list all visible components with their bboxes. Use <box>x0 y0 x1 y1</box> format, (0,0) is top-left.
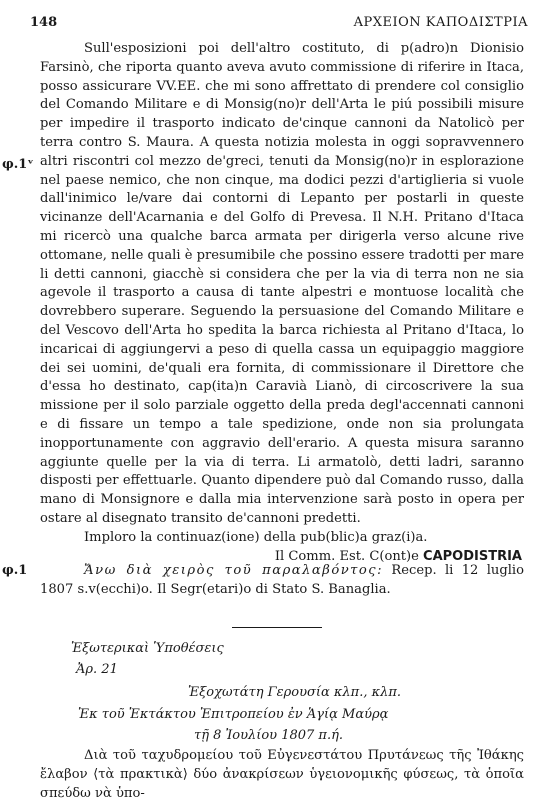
margin-note-folio-1: φ.1 <box>2 563 28 578</box>
signature-prefix: Il Comm. Est. C(ont)e <box>274 548 424 564</box>
document-origin: Ἐκ τοῦ Ἐκτάκτου Ἐπιτροπείου ἐν Ἁγίᾳ Μαύρᾳ <box>78 707 389 722</box>
page-header <box>30 15 528 31</box>
page-number: 148 <box>30 15 58 30</box>
running-head: ΑΡΧΕΙΟΝ ΚΑΠΟΔΙΣΤΡΙΑ <box>353 15 528 30</box>
receipt-greek-phrase: Ἄνω διὰ χειρὸς τοῦ παραλαβόντος: <box>84 563 384 578</box>
document-date: τῇ 8 Ἰουλίου 1807 π.ή. <box>194 728 344 743</box>
signature-name: CAPODISTRIA <box>423 548 522 564</box>
letter-body <box>40 40 524 566</box>
letter-paragraph: Sull'esposizioni poi dell'altro costituto, di p(adro)n Dionisio Farsinò, che riporta quanto aveva avuto commissione di riferire in Itaca, posso assicurare VV.EE. che mi sono affrettato di prendere col consiglio del Comando Militare e di Monsig(no)r dell'Arta le piú possibili misure per impedire il trasporto indicato de'cinque cannoni da Natolicò per terra contro S. Maura. A questa notizia molesta in oggi sopravvennero altri riscontri col mezzo de'greci, tenuti da Monsig(no)r in esplorazione nel paese nemico, che non cinque, ma dodici pezzi d'artiglieria si vuole dall'inimico le/vare dai contorni di Lepanto per postarli in queste vicinanze dell'Acarnania e del Golfo di Prevesa. Il N.H. Pritano d'Itaca mi ricercò una qualche barca armata per dirigerla verso alcune rive ottomane, nelle quali è presumibile che possino essere tradotti per mare li detti cannoni, giacchè si considera che per la via di terra non ne sia agevole il trasporto a causa di tante alpestri e montuose località che dovrebbero superare. Seguendo la persuasione del Comando Militare e del Vescovo dell'Arta ho spedita la barca richiesta al Pritano d'Itaca, lo incaricai di aggiungervi a peso di quella cassa un equipaggio maggiore dei sei uomini, de'quali era fornita, di commissionare il Direttore che d'essa ho destinato, cap(ita)n Caravià Lianò, di circoscrivere la sua missione per il solo parziale oggetto della preda degl'accennati cannoni e di fissare un tempo a tale spedizione, onde non sia prolungata inopportunamente con aggravio dell'erario. A questa misura saranno aggiunte quelle per la via di terra. Li armatolò, detti ladri, saranno disposti per effettuarle. Quanto dipendere può dal Comando russo, dalla mano di Monsignore e dalla mia intervenzione sarà posto in opera per ostare al disegnato transito de'cannoni predetti. <box>40 41 524 526</box>
document-heading-2: Ἀρ. 21 <box>76 662 118 677</box>
letter-closing: Imploro la continuaz(ione) della pub(blic)a graz(i)a. <box>84 529 428 545</box>
receipt-note <box>40 562 524 600</box>
greek-body-paragraph: Διὰ τοῦ ταχυδρομείου τοῦ Εὐγενεστάτου Πρυτάνεως τῆς Ἰθάκης ἔλαβον ⟨τὰ πρακτικὰ⟩ δύο ἀνακρίσεων ὑγειονομικῆς φύσεως, τὰ ὁποῖα σπεύδω νὰ ὑπο- <box>40 748 524 801</box>
document-addressee: Ἐξοχωτάτη Γερουσία κλπ., κλπ. <box>188 685 402 700</box>
document-heading-1: Ἐξωτερικαὶ Ὑποθέσεις <box>71 641 224 656</box>
greek-document-body <box>40 747 524 803</box>
section-divider <box>232 627 322 628</box>
receipt-text: Recep. li 12 luglio 1807 s.v(ecchi)o. Il Segr(etari)o di Stato S. Banaglia. <box>40 563 524 597</box>
margin-note-folio-1v: φ.1ᵛ <box>2 157 34 172</box>
